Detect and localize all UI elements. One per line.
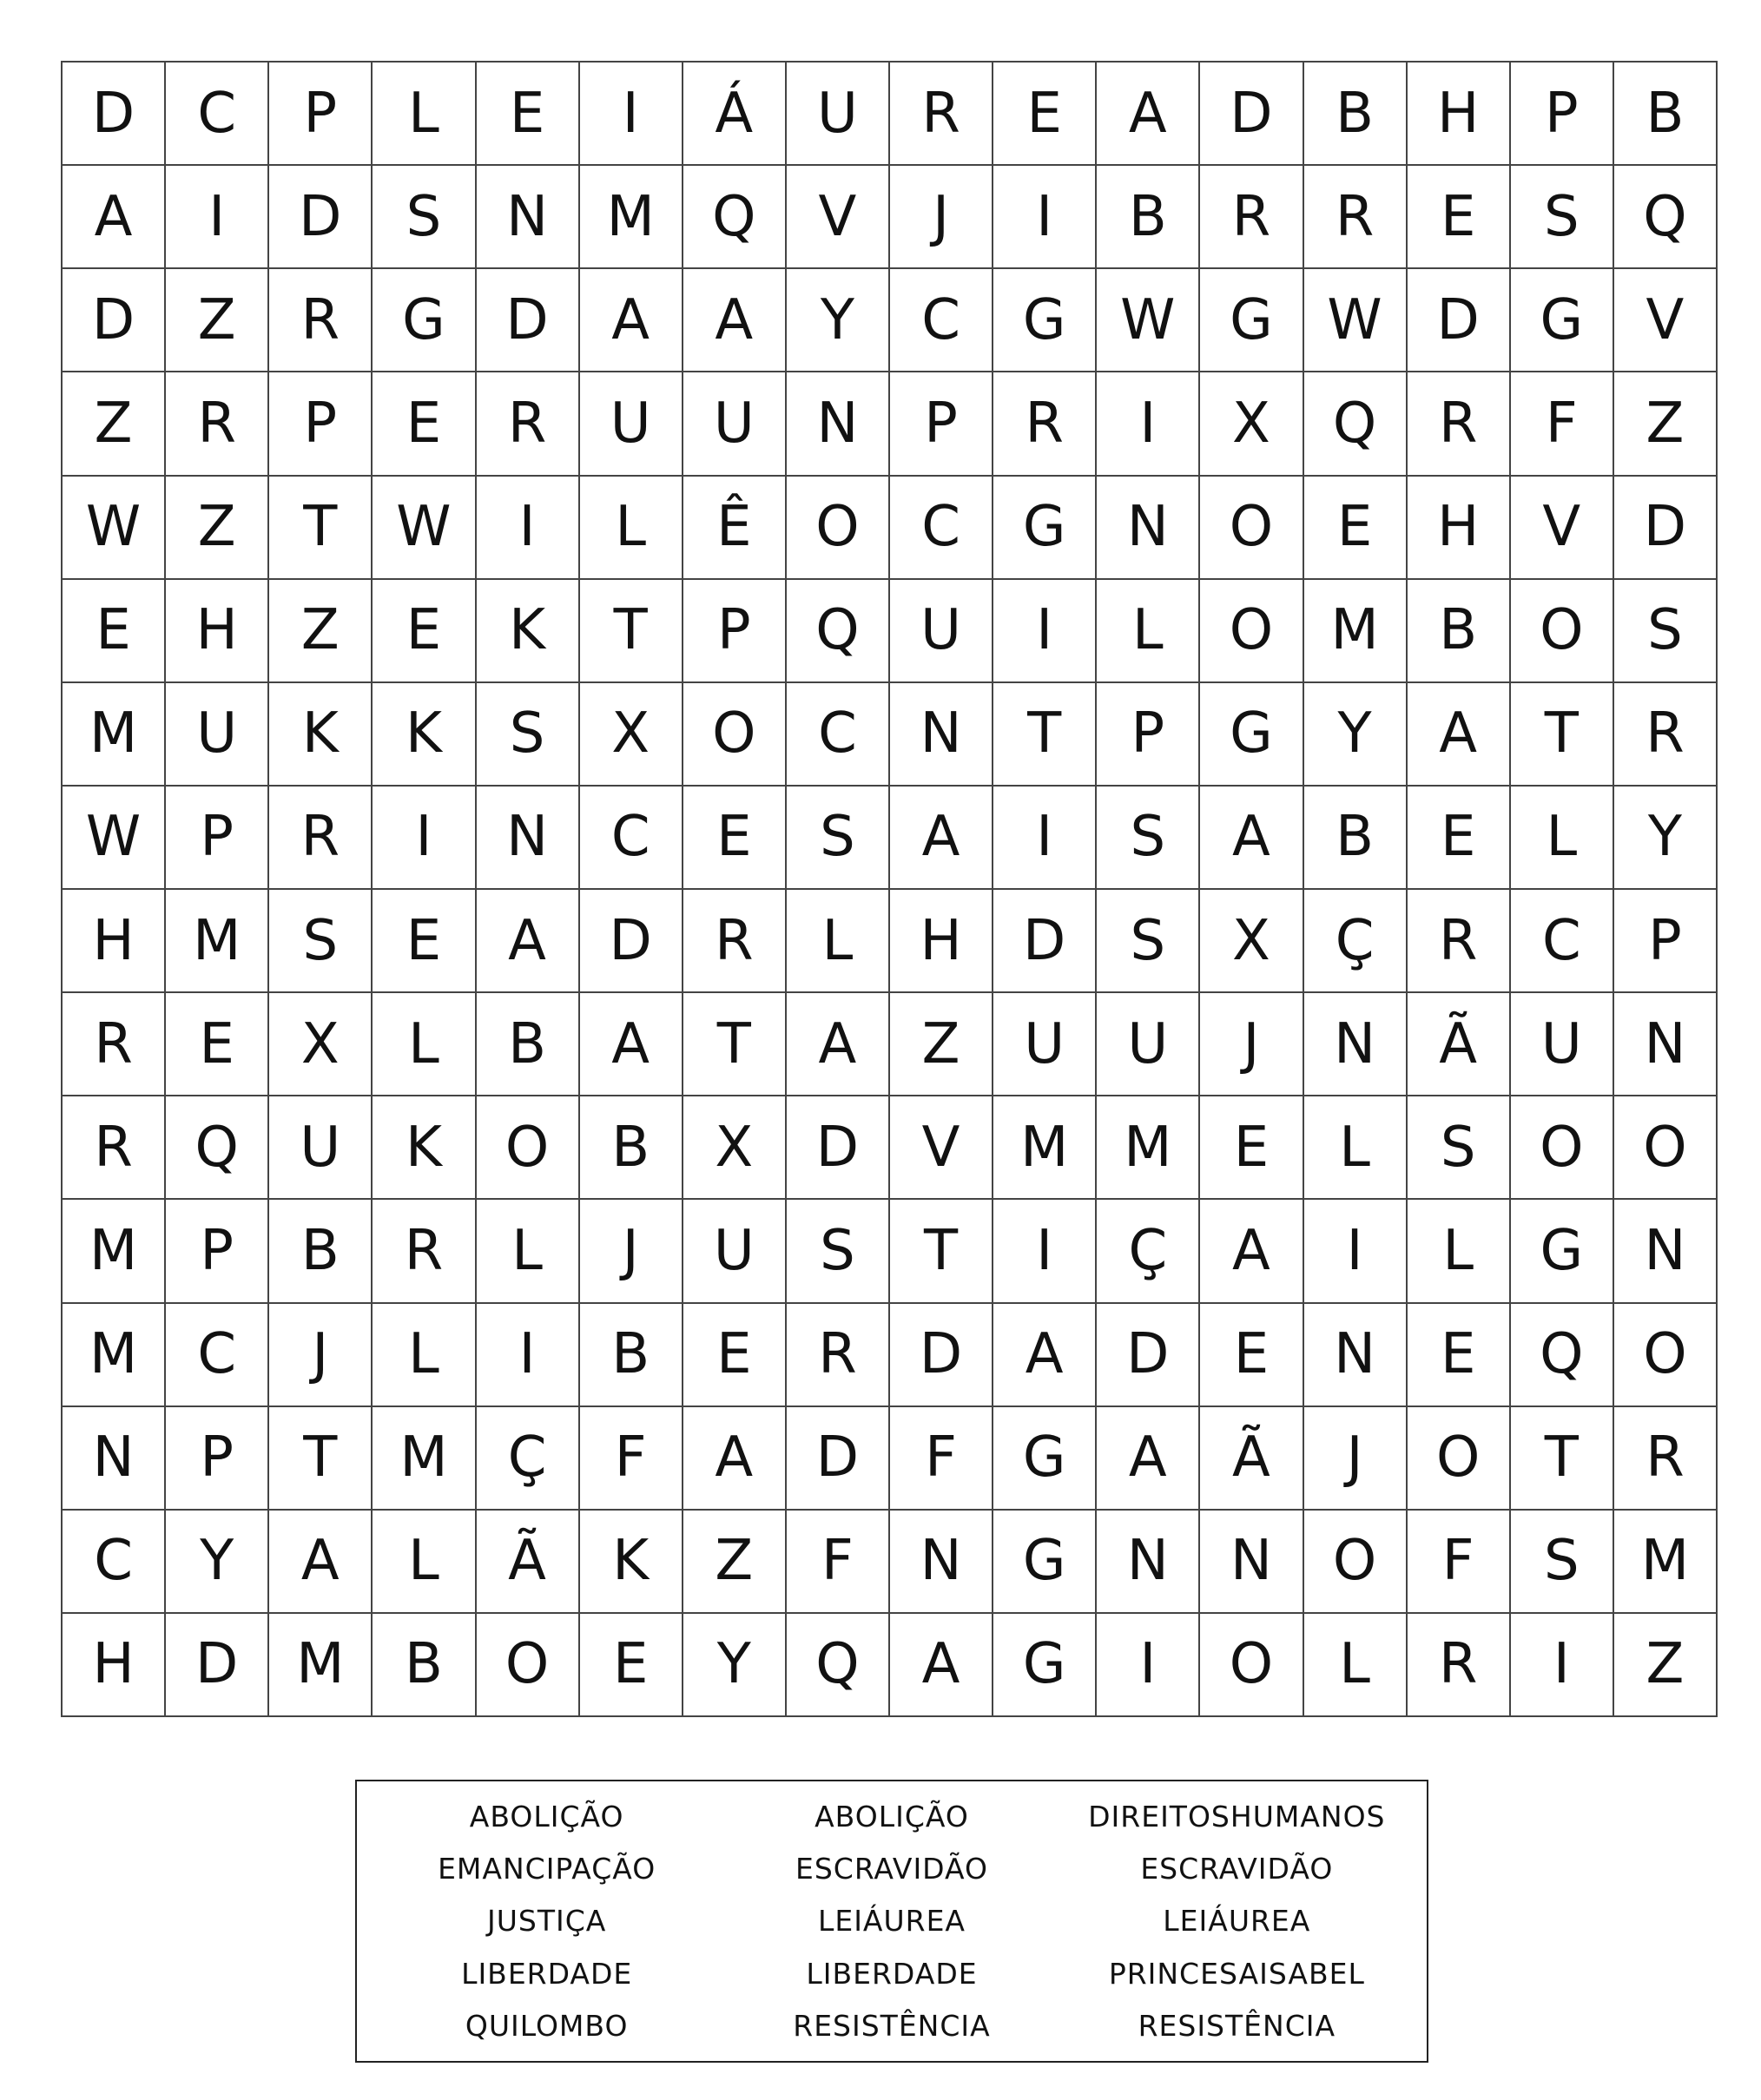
grid-cell[interactable]: L (1304, 1096, 1408, 1200)
grid-cell[interactable]: L (373, 1511, 476, 1614)
grid-cell[interactable]: O (1304, 1511, 1408, 1614)
grid-cell[interactable]: B (1408, 580, 1511, 683)
grid-cell[interactable]: A (63, 166, 166, 269)
grid-cell[interactable]: N (890, 1511, 993, 1614)
grid-cell[interactable]: R (1614, 683, 1718, 787)
grid-cell[interactable]: R (63, 1096, 166, 1200)
grid-cell[interactable]: V (890, 1096, 993, 1200)
grid-cell[interactable]: A (580, 993, 683, 1096)
grid-cell[interactable]: H (890, 890, 993, 993)
word-bank-word: ABOLIÇÃO (469, 1799, 624, 1833)
grid-cell[interactable]: N (477, 787, 580, 890)
grid-cell[interactable]: I (993, 580, 1097, 683)
grid-cell[interactable]: N (890, 683, 993, 787)
grid-cell[interactable]: Q (787, 1614, 890, 1717)
word-bank-word: EMANCIPAÇÃO (438, 1852, 656, 1886)
grid-cell[interactable]: E (683, 1304, 787, 1407)
grid-cell[interactable]: U (890, 580, 993, 683)
grid-cell[interactable]: W (63, 477, 166, 580)
grid-cell[interactable]: D (477, 269, 580, 372)
grid-cell[interactable]: M (166, 890, 269, 993)
grid-cell[interactable]: B (373, 1614, 476, 1717)
grid-cell[interactable]: U (1097, 993, 1200, 1096)
grid-cell[interactable]: D (890, 1304, 993, 1407)
grid-cell[interactable]: Q (683, 166, 787, 269)
grid-cell[interactable]: Q (166, 1096, 269, 1200)
grid-cell[interactable]: Y (683, 1614, 787, 1717)
grid-cell[interactable]: O (683, 683, 787, 787)
grid-cell[interactable]: Ç (477, 1407, 580, 1511)
grid-cell[interactable]: G (1200, 683, 1303, 787)
grid-cell[interactable]: P (683, 580, 787, 683)
grid-cell[interactable]: T (890, 1200, 993, 1303)
grid-cell[interactable]: U (683, 1200, 787, 1303)
grid-cell[interactable]: F (890, 1407, 993, 1511)
grid-cell[interactable]: Ã (1200, 1407, 1303, 1511)
grid-cell[interactable]: R (1304, 166, 1408, 269)
grid-cell[interactable]: A (477, 890, 580, 993)
grid-cell[interactable]: G (1200, 269, 1303, 372)
grid-cell[interactable]: V (1614, 269, 1718, 372)
grid-cell[interactable]: Z (683, 1511, 787, 1614)
grid-cell[interactable]: E (1408, 1304, 1511, 1407)
grid-cell[interactable]: A (1408, 683, 1511, 787)
grid-cell[interactable]: F (1511, 372, 1614, 476)
grid-cell[interactable]: Z (1614, 1614, 1718, 1717)
grid-cell[interactable]: Y (787, 269, 890, 372)
grid-cell[interactable]: M (1097, 1096, 1200, 1200)
grid-cell[interactable]: D (993, 890, 1097, 993)
grid-cell[interactable]: B (1304, 787, 1408, 890)
grid-cell[interactable]: M (63, 1200, 166, 1303)
grid-cell[interactable]: W (1097, 269, 1200, 372)
grid-cell[interactable]: L (787, 890, 890, 993)
grid-cell[interactable]: N (1304, 993, 1408, 1096)
grid-cell[interactable]: D (1408, 269, 1511, 372)
grid-cell[interactable]: Q (1614, 166, 1718, 269)
grid-cell[interactable]: J (1304, 1407, 1408, 1511)
grid-cell[interactable]: G (1511, 1200, 1614, 1303)
grid-cell[interactable]: R (1408, 372, 1511, 476)
grid-cell[interactable]: O (1614, 1096, 1718, 1200)
grid-cell[interactable]: B (580, 1304, 683, 1407)
grid-cell[interactable]: Q (1304, 372, 1408, 476)
grid-cell[interactable]: D (269, 166, 373, 269)
grid-cell[interactable]: T (683, 993, 787, 1096)
grid-cell[interactable]: Z (890, 993, 993, 1096)
grid-cell[interactable]: D (1097, 1304, 1200, 1407)
grid-cell[interactable]: E (580, 1614, 683, 1717)
word-bank-word: DIREITOSHUMANOS (1088, 1799, 1386, 1833)
grid-cell[interactable]: Ã (1408, 993, 1511, 1096)
grid-cell[interactable]: C (890, 477, 993, 580)
grid-cell[interactable]: G (373, 269, 476, 372)
grid-cell[interactable]: C (787, 683, 890, 787)
grid-cell[interactable]: Ç (1097, 1200, 1200, 1303)
grid-cell[interactable]: B (580, 1096, 683, 1200)
grid-cell[interactable]: I (1097, 372, 1200, 476)
grid-cell[interactable]: T (580, 580, 683, 683)
grid-cell[interactable]: U (1511, 993, 1614, 1096)
grid-cell[interactable]: L (1304, 1614, 1408, 1717)
grid-cell[interactable]: O (477, 1096, 580, 1200)
grid-cell[interactable]: A (580, 269, 683, 372)
grid-cell[interactable]: E (373, 890, 476, 993)
grid-cell[interactable]: A (787, 993, 890, 1096)
grid-cell[interactable]: W (1304, 269, 1408, 372)
grid-cell[interactable]: S (477, 683, 580, 787)
word-bank-word: JUSTIÇA (486, 1904, 607, 1939)
grid-cell[interactable]: Y (1614, 787, 1718, 890)
grid-cell[interactable]: K (269, 683, 373, 787)
grid-cell[interactable]: Z (1614, 372, 1718, 476)
grid-cell[interactable]: R (683, 890, 787, 993)
grid-cell[interactable]: Á (683, 63, 787, 166)
grid-cell[interactable]: S (787, 1200, 890, 1303)
grid-cell[interactable]: J (269, 1304, 373, 1407)
grid-cell[interactable]: Y (166, 1511, 269, 1614)
grid-cell[interactable]: L (1097, 580, 1200, 683)
grid-cell[interactable]: P (269, 372, 373, 476)
word-search-grid (61, 61, 1718, 1717)
grid-cell[interactable]: U (580, 372, 683, 476)
grid-cell[interactable]: B (1097, 166, 1200, 269)
grid-cell[interactable]: U (269, 1096, 373, 1200)
grid-cell[interactable]: X (1200, 372, 1303, 476)
grid-cell[interactable]: P (269, 63, 373, 166)
grid-cell[interactable]: H (63, 890, 166, 993)
grid-cell[interactable]: A (269, 1511, 373, 1614)
grid-cell[interactable]: O (1200, 580, 1303, 683)
grid-cell[interactable]: K (477, 580, 580, 683)
grid-cell[interactable]: H (63, 1614, 166, 1717)
grid-cell[interactable]: M (1304, 580, 1408, 683)
grid-cell[interactable]: L (373, 993, 476, 1096)
grid-cell[interactable]: J (890, 166, 993, 269)
grid-cell[interactable]: I (993, 1200, 1097, 1303)
grid-cell[interactable]: I (993, 787, 1097, 890)
grid-cell[interactable]: L (1511, 787, 1614, 890)
grid-cell[interactable]: I (993, 166, 1097, 269)
grid-cell[interactable]: L (580, 477, 683, 580)
grid-cell[interactable]: H (166, 580, 269, 683)
word-bank-word: LEIÁUREA (1163, 1904, 1311, 1939)
grid-cell[interactable]: N (1614, 993, 1718, 1096)
grid-cell[interactable]: I (1304, 1200, 1408, 1303)
grid-cell[interactable]: D (63, 63, 166, 166)
grid-cell[interactable]: R (477, 372, 580, 476)
grid-cell[interactable]: M (373, 1407, 476, 1511)
grid-cell[interactable]: B (1304, 63, 1408, 166)
grid-cell[interactable]: C (166, 1304, 269, 1407)
grid-cell[interactable]: I (477, 1304, 580, 1407)
grid-cell[interactable]: P (1097, 683, 1200, 787)
grid-cell[interactable]: P (890, 372, 993, 476)
grid-cell[interactable]: H (1408, 63, 1511, 166)
word-bank-column (374, 1790, 719, 2052)
grid-cell[interactable]: D (787, 1096, 890, 1200)
grid-cell[interactable]: L (373, 63, 476, 166)
grid-cell[interactable]: T (269, 1407, 373, 1511)
grid-cell[interactable]: N (1200, 1511, 1303, 1614)
grid-cell[interactable]: Q (787, 580, 890, 683)
grid-cell[interactable]: E (1408, 166, 1511, 269)
grid-cell[interactable]: K (373, 1096, 476, 1200)
grid-cell[interactable]: N (477, 166, 580, 269)
grid-cell[interactable]: M (63, 683, 166, 787)
grid-cell[interactable]: M (269, 1614, 373, 1717)
grid-cell[interactable]: O (1200, 477, 1303, 580)
grid-cell[interactable]: S (1097, 890, 1200, 993)
grid-cell[interactable]: C (1511, 890, 1614, 993)
grid-cell[interactable]: A (683, 1407, 787, 1511)
grid-cell[interactable]: C (580, 787, 683, 890)
grid-cell[interactable]: E (1408, 787, 1511, 890)
grid-cell[interactable]: S (787, 787, 890, 890)
grid-cell[interactable]: R (1408, 890, 1511, 993)
grid-cell[interactable]: P (166, 1200, 269, 1303)
grid-cell[interactable]: D (166, 1614, 269, 1717)
grid-cell[interactable]: Z (63, 372, 166, 476)
grid-cell[interactable]: F (787, 1511, 890, 1614)
grid-cell[interactable]: M (993, 1096, 1097, 1200)
grid-cell[interactable]: T (1511, 1407, 1614, 1511)
grid-cell[interactable]: N (1304, 1304, 1408, 1407)
grid-cell[interactable]: N (1097, 1511, 1200, 1614)
grid-cell[interactable]: R (166, 372, 269, 476)
word-bank (355, 1780, 1428, 2063)
grid-cell[interactable]: W (373, 477, 476, 580)
grid-cell[interactable]: A (993, 1304, 1097, 1407)
grid-cell[interactable]: N (787, 372, 890, 476)
grid-cell[interactable]: Q (1511, 1304, 1614, 1407)
grid-cell[interactable]: M (63, 1304, 166, 1407)
grid-cell[interactable]: X (683, 1096, 787, 1200)
grid-cell[interactable]: R (269, 269, 373, 372)
grid-cell[interactable]: Z (166, 477, 269, 580)
grid-cell[interactable]: O (1200, 1614, 1303, 1717)
grid-cell[interactable]: B (477, 993, 580, 1096)
grid-cell[interactable]: E (1304, 477, 1408, 580)
grid-cell[interactable]: A (1097, 63, 1200, 166)
grid-cell[interactable]: S (373, 166, 476, 269)
grid-cell[interactable]: T (993, 683, 1097, 787)
grid-cell[interactable]: O (1511, 1096, 1614, 1200)
grid-cell[interactable]: I (1097, 1614, 1200, 1717)
word-bank-word: LIBERDADE (806, 1956, 978, 1991)
grid-cell[interactable]: C (890, 269, 993, 372)
grid-cell[interactable]: X (1200, 890, 1303, 993)
grid-cell[interactable]: E (1200, 1304, 1303, 1407)
grid-cell[interactable]: I (580, 63, 683, 166)
word-bank-word: RESISTÊNCIA (1138, 2009, 1336, 2044)
grid-cell[interactable]: O (787, 477, 890, 580)
grid-cell[interactable]: L (373, 1304, 476, 1407)
grid-cell[interactable]: R (1614, 1407, 1718, 1511)
grid-cell[interactable]: F (1408, 1511, 1511, 1614)
grid-cell[interactable]: I (477, 477, 580, 580)
grid-cell[interactable]: D (787, 1407, 890, 1511)
grid-cell[interactable]: Ã (477, 1511, 580, 1614)
grid-cell[interactable]: D (63, 269, 166, 372)
grid-cell[interactable]: N (1614, 1200, 1718, 1303)
grid-cell[interactable]: J (580, 1200, 683, 1303)
grid-cell[interactable]: A (683, 269, 787, 372)
grid-cell[interactable]: H (1408, 477, 1511, 580)
grid-cell[interactable]: S (1511, 166, 1614, 269)
grid-cell[interactable]: K (373, 683, 476, 787)
grid-cell[interactable]: U (166, 683, 269, 787)
grid-cell[interactable]: Y (1304, 683, 1408, 787)
grid-cell[interactable]: B (269, 1200, 373, 1303)
grid-cell[interactable]: Z (166, 269, 269, 372)
grid-cell[interactable]: I (166, 166, 269, 269)
grid-cell[interactable]: T (269, 477, 373, 580)
grid-cell[interactable]: V (1511, 477, 1614, 580)
grid-cell[interactable]: G (993, 477, 1097, 580)
grid-cell[interactable]: A (1097, 1407, 1200, 1511)
grid-cell[interactable]: M (1614, 1511, 1718, 1614)
grid-cell[interactable]: E (373, 580, 476, 683)
grid-cell[interactable]: N (1097, 477, 1200, 580)
grid-cell[interactable]: P (1614, 890, 1718, 993)
grid-cell[interactable]: R (63, 993, 166, 1096)
grid-cell[interactable]: N (63, 1407, 166, 1511)
grid-cell[interactable]: K (580, 1511, 683, 1614)
grid-cell[interactable]: G (993, 1407, 1097, 1511)
grid-cell[interactable]: U (993, 993, 1097, 1096)
grid-cell[interactable]: E (477, 63, 580, 166)
word-bank-word: ESCRAVIDÃO (795, 1852, 988, 1886)
grid-cell[interactable]: U (683, 372, 787, 476)
grid-cell[interactable]: G (993, 1614, 1097, 1717)
grid-cell[interactable]: G (993, 269, 1097, 372)
grid-cell[interactable]: V (787, 166, 890, 269)
word-bank-word: ABOLIÇÃO (815, 1799, 969, 1833)
grid-cell[interactable]: U (787, 63, 890, 166)
grid-cell[interactable]: E (63, 580, 166, 683)
grid-cell[interactable]: G (993, 1511, 1097, 1614)
grid-cell[interactable]: G (1511, 269, 1614, 372)
word-bank-word: LEIÁUREA (817, 1904, 966, 1939)
grid-cell[interactable]: S (1614, 580, 1718, 683)
grid-cell[interactable]: Z (269, 580, 373, 683)
grid-cell[interactable]: A (890, 787, 993, 890)
grid-cell[interactable]: C (166, 63, 269, 166)
word-bank-word: QUILOMBO (465, 2009, 629, 2044)
grid-cell[interactable]: E (1200, 1096, 1303, 1200)
grid-cell[interactable]: O (1408, 1407, 1511, 1511)
grid-cell[interactable]: X (580, 683, 683, 787)
grid-cell[interactable]: J (1200, 993, 1303, 1096)
grid-cell[interactable]: R (890, 63, 993, 166)
grid-cell[interactable]: S (1097, 787, 1200, 890)
grid-cell[interactable]: O (477, 1614, 580, 1717)
grid-cell[interactable]: Ê (683, 477, 787, 580)
grid-cell[interactable]: I (373, 787, 476, 890)
grid-cell[interactable]: R (373, 1200, 476, 1303)
grid-cell[interactable]: F (580, 1407, 683, 1511)
grid-cell[interactable]: R (1408, 1614, 1511, 1717)
grid-cell[interactable]: O (1614, 1304, 1718, 1407)
grid-cell[interactable]: I (1511, 1614, 1614, 1717)
grid-cell[interactable]: S (1408, 1096, 1511, 1200)
grid-cell[interactable]: P (166, 1407, 269, 1511)
grid-cell[interactable]: R (1200, 166, 1303, 269)
grid-cell[interactable]: A (1200, 787, 1303, 890)
grid-cell[interactable]: T (1511, 683, 1614, 787)
grid-cell[interactable]: M (580, 166, 683, 269)
grid-cell[interactable]: L (1408, 1200, 1511, 1303)
grid-cell[interactable]: A (1200, 1200, 1303, 1303)
grid-cell[interactable]: S (269, 890, 373, 993)
word-bank-word: RESISTÊNCIA (793, 2009, 991, 2044)
grid-cell[interactable]: X (269, 993, 373, 1096)
word-bank-word: ESCRAVIDÃO (1140, 1852, 1334, 1886)
grid-cell[interactable]: E (166, 993, 269, 1096)
grid-cell[interactable]: P (166, 787, 269, 890)
grid-cell[interactable]: E (993, 63, 1097, 166)
grid-cell[interactable]: D (1614, 477, 1718, 580)
grid-cell[interactable]: L (477, 1200, 580, 1303)
grid-cell[interactable]: A (890, 1614, 993, 1717)
grid-cell[interactable]: D (580, 890, 683, 993)
grid-cell[interactable]: D (1200, 63, 1303, 166)
grid-cell[interactable]: O (1511, 580, 1614, 683)
grid-cell[interactable]: Ç (1304, 890, 1408, 993)
grid-cell[interactable]: W (63, 787, 166, 890)
word-bank-column (1065, 1790, 1409, 2052)
grid-cell[interactable]: S (1511, 1511, 1614, 1614)
grid-cell[interactable]: R (993, 372, 1097, 476)
word-bank-word: LIBERDADE (461, 1956, 633, 1991)
grid-cell[interactable]: E (373, 372, 476, 476)
grid-cell[interactable]: B (1614, 63, 1718, 166)
grid-cell[interactable]: C (63, 1511, 166, 1614)
word-bank-column (719, 1790, 1064, 2052)
grid-cell[interactable]: R (787, 1304, 890, 1407)
grid-cell[interactable]: P (1511, 63, 1614, 166)
grid-cell[interactable]: E (683, 787, 787, 890)
grid-cell[interactable]: R (269, 787, 373, 890)
word-bank-word: PRINCESAISABEL (1108, 1956, 1365, 1991)
